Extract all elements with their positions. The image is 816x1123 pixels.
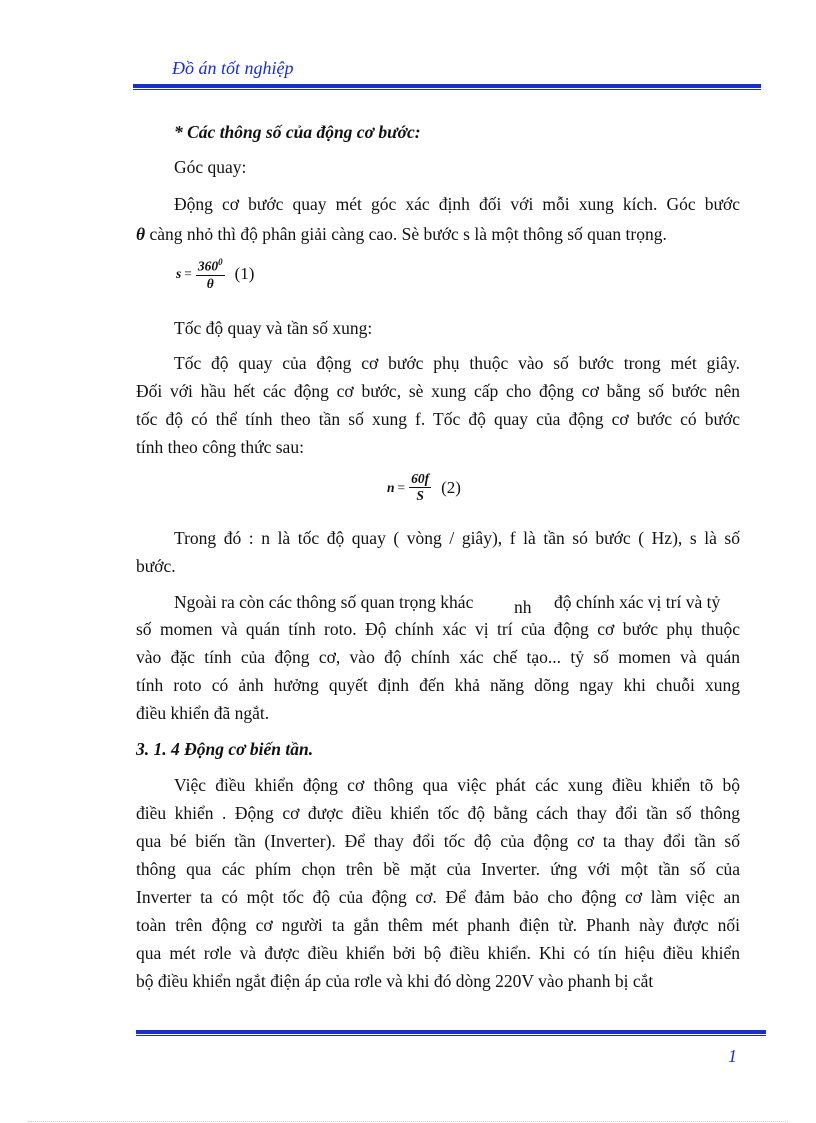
paragraph-line-a: Ngoài ra còn các thông số quan trọng khác xyxy=(174,592,474,612)
paragraph-line: tốc độ có thể tính theo tần số xung f. Tốc độ quay của động cơ bước có bước xyxy=(136,409,740,429)
subsection-heading: 3. 1. 4 Động cơ biến tần. xyxy=(136,739,314,759)
paragraph-line: Động cơ bước quay mét góc xác định đối với mỗi xung kích. Góc bước xyxy=(174,194,740,214)
paragraph-line: bước. xyxy=(136,556,176,576)
paragraph-text: càng nhỏ thì độ phân giải càng cao. Sè bước s là một thông số quan trọng. xyxy=(149,224,667,244)
theta-symbol: θ xyxy=(136,224,146,244)
formula-numerator: 360 xyxy=(197,258,219,274)
header-title: Đồ án tốt nghiệp xyxy=(172,58,294,78)
formula-fraction xyxy=(196,258,225,291)
paragraph-line: điều khiển đã ngắt. xyxy=(136,703,270,723)
paragraph-line xyxy=(136,224,667,245)
paragraph-line: vào đặc tính của động cơ, vào độ chính xác chế tạo... tỷ số momen và quán xyxy=(136,647,740,667)
paragraph-line: số momen và quán tính roto. Độ chính xác vị trí của động cơ bước phụ thuộc xyxy=(136,619,740,639)
formula-1 xyxy=(176,258,254,291)
paragraph-line: điều khiển . Động cơ được điều khiển tốc độ bằng cách thay đổi tần số thông xyxy=(136,803,740,823)
paragraph-line: qua mét rơle và được điều khiển bởi bộ điều khiển. Khi có tín hiệu điều khiển xyxy=(136,943,740,963)
formula-numerator: 60f xyxy=(409,472,431,488)
section-heading: * Các thông số của động cơ bước: xyxy=(174,122,421,142)
paragraph-line: Tốc độ quay của động cơ bước phụ thuộc vào số bước trong mét giây. xyxy=(174,353,740,373)
paragraph-line: toàn trên động cơ người ta gắn thêm mét phanh điện từ. Phanh này được nối xyxy=(136,915,740,935)
formula-2 xyxy=(387,472,461,503)
paragraph-fragment: nh xyxy=(514,597,532,617)
goc-quay-label: Góc quay: xyxy=(174,157,247,177)
page-edge-divider xyxy=(28,1121,788,1122)
paragraph-line: Việc điều khiển động cơ thông qua việc phát các xung điều khiển tõ bộ xyxy=(174,775,740,795)
formula-lhs: n xyxy=(387,479,395,495)
formula-lhs: s xyxy=(176,266,182,282)
degree-superscript: 0 xyxy=(218,257,223,267)
paragraph-line: bộ điều khiển ngắt điện áp của rơle và khi đó dòng 220V vào phanh bị cắt xyxy=(136,971,654,991)
paragraph-line: Trong đó : n là tốc độ quay ( vòng / giây), f là tần só bước ( Hz), s là số xyxy=(174,528,740,548)
formula-fraction xyxy=(409,472,431,503)
paragraph-line: Đối với hầu hết các động cơ bước, sè xung cấp cho động cơ bằng số bước nên xyxy=(136,381,740,401)
paragraph-line-b: độ chính xác vị trí và tỷ xyxy=(554,592,721,612)
paragraph-line: qua bé biến tần (Inverter). Để thay đổi tốc độ của động cơ ta thay đổi tần số xyxy=(136,831,740,851)
paragraph-line: tính roto có ảnh hưởng quyết định đến khả năng dõng ngay khi chuỗi xung xyxy=(136,675,740,695)
paragraph-line: tính theo công thức sau: xyxy=(136,437,304,457)
paragraph-line: thông qua các phím chọn trên bề mặt của Inverter. ứng với một tần số của xyxy=(136,859,740,879)
formula-denominator: θ xyxy=(206,275,214,291)
toc-do-label: Tốc độ quay và tần số xung: xyxy=(174,318,373,338)
formula-denominator: S xyxy=(416,488,424,504)
paragraph-line: Inverter ta có một tốc độ của động cơ. Để đảm bảo cho động cơ làm việc an xyxy=(136,887,740,907)
formula-number: (2) xyxy=(441,477,461,497)
formula-equals: = xyxy=(184,266,192,282)
formula-equals: = xyxy=(397,479,406,495)
page-number: 1 xyxy=(728,1046,737,1066)
formula-number: (1) xyxy=(234,264,255,284)
